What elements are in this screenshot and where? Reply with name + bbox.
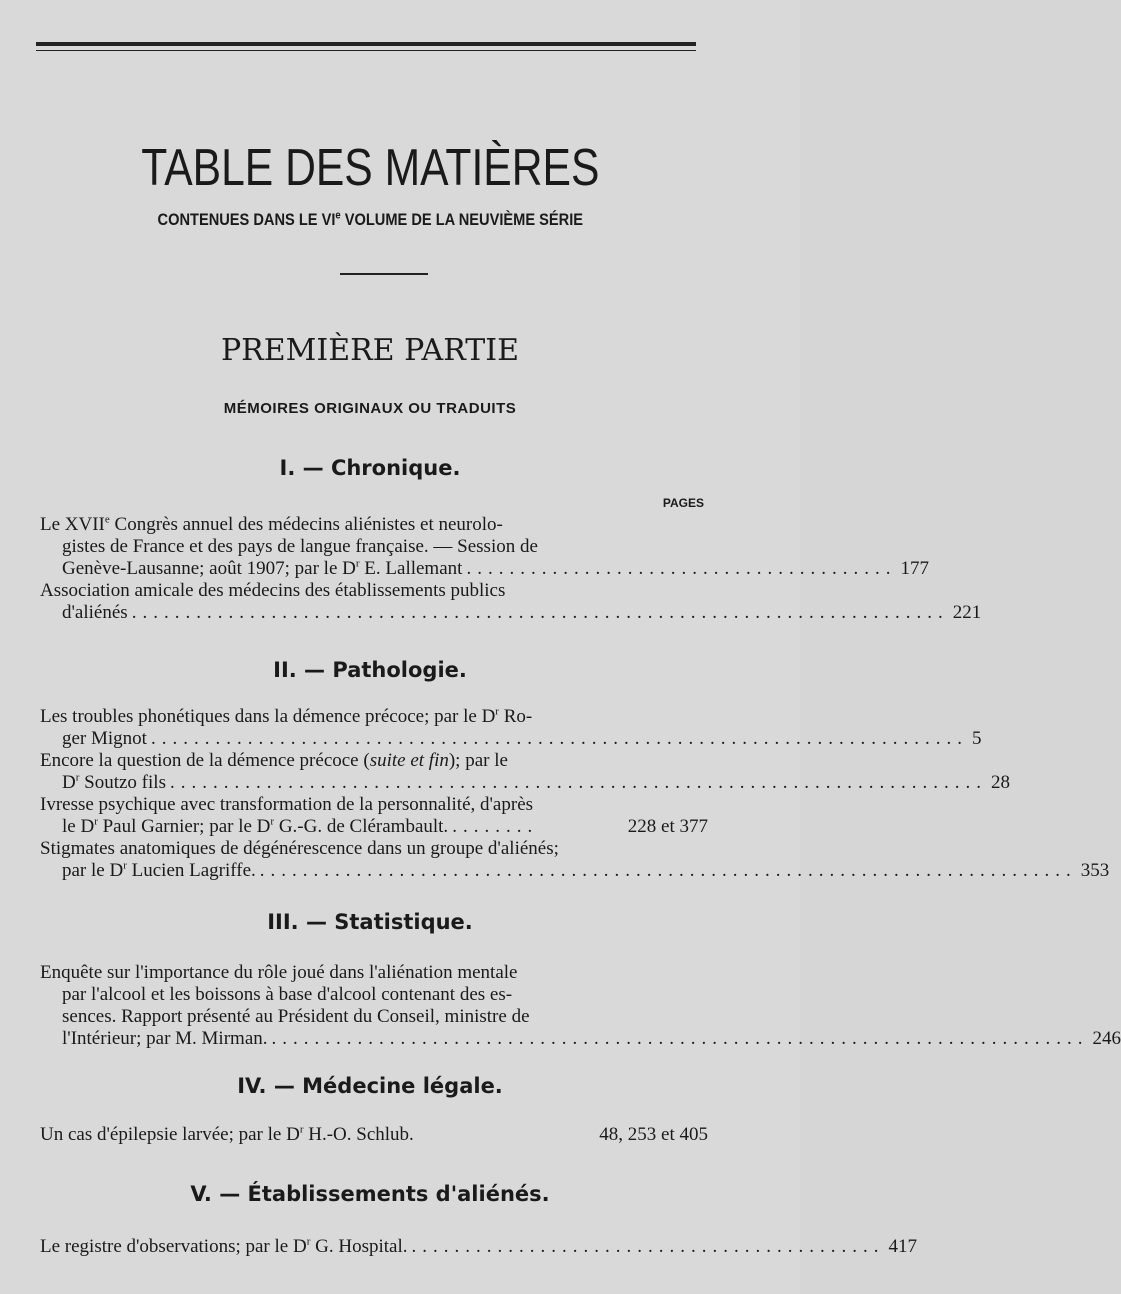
page-number: 5 (971, 728, 982, 749)
section-heading-statistique: III. — Statistique. (267, 910, 473, 934)
toc-entry: Le registre d'observations; par le $D^r$ G. Hospital. ............................................ 417 (40, 1235, 917, 1257)
page-number: 228 et 377 (627, 816, 708, 837)
page-subtitle: CONTENUES DANS LE VIe VOLUME DE LA NEUVIÈME SÉRIE (157, 209, 584, 229)
title-divider (340, 273, 428, 275)
page-title: TABLE DES MATIÈRES (141, 139, 600, 197)
toc-entry: Un cas d'épilepsie larvée; par le $D^r$ H.-O. Schlub. 48, 253 et 405 (40, 1123, 708, 1145)
toc-entry: Le XVIIe Congrès annuel des médecins aliénistes et neurolo- gistes de France et des pays de langue française. — Session de Genève-Lausanne; août 1907; par le $D^r$ E. Lallemant ........................................ 177 (40, 513, 929, 579)
page-number: 28 (990, 772, 1010, 793)
page-number: 177 (900, 558, 929, 579)
toc-entry: Ivresse psychique avec transformation de la personnalité, d'après le $D^r$ Paul Garnier; par le $D^r$ G.-G. de Clérambault. ........ 228 et 377 (40, 794, 708, 837)
page-number: 221 (952, 602, 982, 623)
section-heading-pathologie: II. — Pathologie. (273, 658, 467, 682)
page-number: 417 (888, 1236, 917, 1257)
toc-entry: Les troubles phonétiques dans la démence précoce; par le $D^r$ Ro- ger Mignot ............................................................................ 5 (40, 705, 982, 749)
part-title: PREMIÈRE PARTIE (220, 333, 520, 368)
top-rule-thin (36, 50, 696, 51)
toc-entry: Stigmates anatomiques de dégénérescence dans un groupe d'aliénés; par le $D^r$ Lucien Lagriffe. ............................................................................ 353 (40, 838, 1110, 881)
toc-entry: Association amicale des médecins des établissements publics d'aliénés ............................................................................ 221 (40, 580, 982, 623)
page-number: 353 (1080, 860, 1110, 881)
top-rule-thick (36, 42, 696, 46)
page-number: 48, 253 et 405 (599, 1124, 708, 1145)
section-heading-etablissements: V. — Établissements d'aliénés. (190, 1182, 550, 1206)
page-number: 246 (1092, 1028, 1121, 1049)
part-subtitle: MÉMOIRES ORIGINAUX OU TRADUITS (223, 400, 517, 417)
toc-entry: Encore la question de la démence précoce (suite et fin); par le $D^r$ Soutzo fils ............................................................................ 28 (40, 750, 1010, 793)
pages-column-label: PAGES (662, 496, 704, 510)
toc-entry: Enquête sur l'importance du rôle joué dans l'aliénation mentale par l'alcool et les boissons à base d'alcool contenant des es- sences. Rapport présenté au Président du Conseil, ministre de l'Intérieur; par M. Mirman. ............................................................................ 246 (40, 962, 1121, 1049)
section-heading-medecine-legale: IV. — Médecine légale. (237, 1074, 503, 1098)
section-heading-chronique: I. — Chronique. (279, 456, 461, 480)
